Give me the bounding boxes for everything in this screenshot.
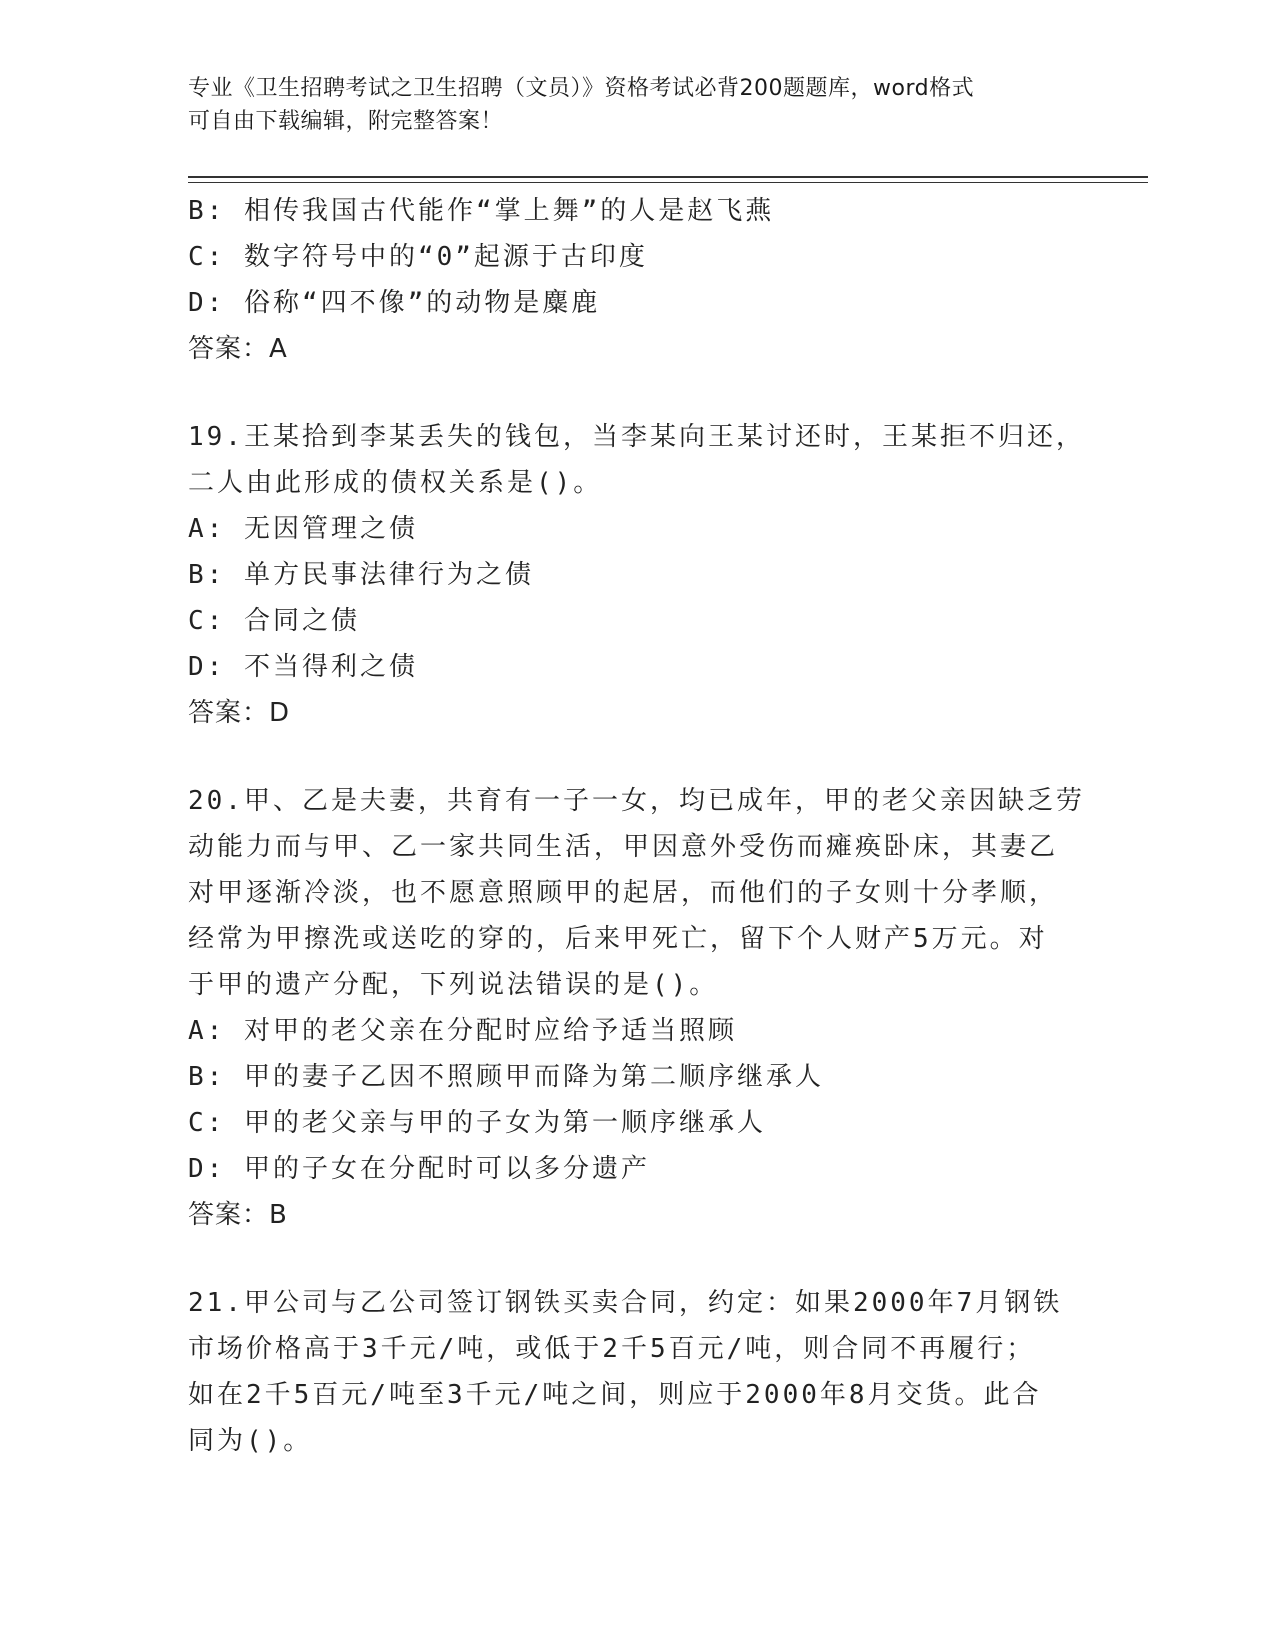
option-c: C: 甲的老父亲与甲的子女为第一顺序继承人 bbox=[188, 1108, 766, 1138]
question-stem-line: 同为()。 bbox=[188, 1426, 313, 1456]
option-c: C: 合同之债 bbox=[188, 606, 360, 636]
option-d: D: 甲的子女在分配时可以多分遗产 bbox=[188, 1154, 650, 1184]
option-b: B: 甲的妻子乙因不照顾甲而降为第二顺序继承人 bbox=[188, 1062, 824, 1092]
question-stem-line: 二人由此形成的债权关系是()。 bbox=[188, 468, 603, 498]
question-stem-line: 20.甲、乙是夫妻，共育有一子一女，均已成年，甲的老父亲因缺乏劳 bbox=[188, 786, 1085, 816]
option-a: A: 对甲的老父亲在分配时应给予适当照顾 bbox=[188, 1016, 737, 1046]
option-d: D: 俗称“四不像”的动物是麋鹿 bbox=[188, 288, 601, 318]
question-block-19 bbox=[188, 414, 1088, 736]
header-divider-thin bbox=[188, 182, 1148, 183]
question-stem-line: 动能力而与甲、乙一家共同生活，甲因意外受伤而瘫痪卧床，其妻乙 bbox=[188, 832, 1059, 862]
header-line-1: 专业《卫生招聘考试之卫生招聘（文员）》资格考试必背200题题库，word格式 bbox=[188, 76, 975, 101]
answer-line: 答案：D bbox=[188, 698, 291, 728]
document-header bbox=[188, 72, 1068, 138]
question-stem-line: 21.甲公司与乙公司签订钢铁买卖合同，约定：如果2000年7月钢铁 bbox=[188, 1288, 1063, 1318]
question-stem-line: 如在2千5百元/吨至3千元/吨之间，则应于2000年8月交货。此合 bbox=[188, 1380, 1042, 1410]
question-stem-line: 对甲逐渐冷淡，也不愿意照顾甲的起居，而他们的子女则十分孝顺， bbox=[188, 878, 1059, 908]
question-block-21 bbox=[188, 1280, 1088, 1464]
option-b: B: 相传我国古代能作“掌上舞”的人是赵飞燕 bbox=[188, 196, 775, 226]
question-stem-line: 于甲的遗产分配，下列说法错误的是()。 bbox=[188, 970, 719, 1000]
question-block-18 bbox=[188, 188, 1088, 372]
question-block-20 bbox=[188, 778, 1088, 1238]
option-b: B: 单方民事法律行为之债 bbox=[188, 560, 534, 590]
header-line-2: 可自由下载编辑，附完整答案！ bbox=[188, 109, 504, 134]
option-a: A: 无因管理之债 bbox=[188, 514, 418, 544]
option-c: C: 数字符号中的“0”起源于古印度 bbox=[188, 242, 648, 272]
question-stem-line: 经常为甲擦洗或送吃的穿的，后来甲死亡，留下个人财产5万元。对 bbox=[188, 924, 1048, 954]
option-d: D: 不当得利之债 bbox=[188, 652, 418, 682]
answer-line: 答案：B bbox=[188, 1200, 288, 1230]
question-stem-line: 19.王某拾到李某丢失的钱包，当李某向王某讨还时，王某拒不归还， bbox=[188, 422, 1085, 452]
header-divider-thick bbox=[188, 176, 1148, 178]
question-stem-line: 市场价格高于3千元/吨，或低于2千5百元/吨，则合同不再履行； bbox=[188, 1334, 1036, 1364]
question-content bbox=[188, 188, 1088, 1464]
answer-line: 答案：A bbox=[188, 334, 288, 364]
